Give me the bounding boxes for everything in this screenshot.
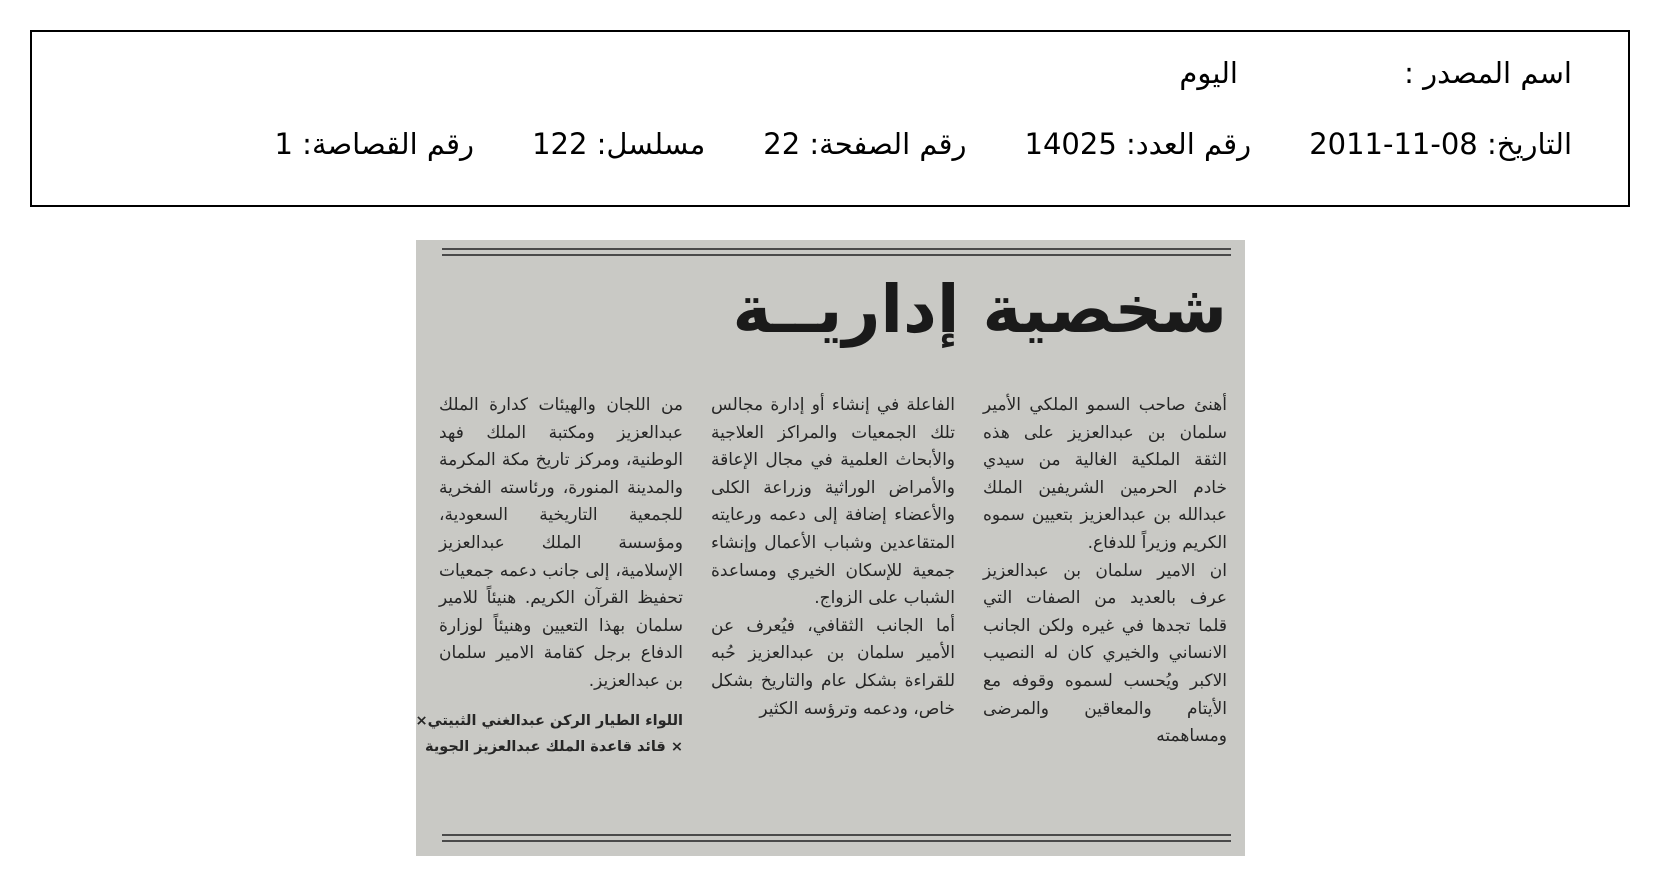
clip-number-value: 1 xyxy=(274,127,293,161)
page-label: رقم الصفحة: xyxy=(809,127,967,161)
article-headline: شخصية إداريــة xyxy=(732,271,1227,348)
newspaper-clipping xyxy=(416,240,1245,856)
bottom-rule-secondary xyxy=(442,840,1231,842)
serial-label: مسلسل: xyxy=(596,127,706,161)
clipping-info-box xyxy=(30,30,1630,207)
article-column-left xyxy=(416,392,683,760)
meta-row xyxy=(217,127,1573,161)
source-value: اليوم xyxy=(1179,56,1238,90)
date-label: التاريخ: xyxy=(1486,127,1572,161)
serial-value: 122 xyxy=(532,127,588,161)
clip-number-field xyxy=(275,127,475,161)
serial-field xyxy=(532,127,705,161)
article-column-right xyxy=(983,392,1227,751)
issue-value: 14025 xyxy=(1024,127,1117,161)
date-field xyxy=(1309,127,1572,161)
article-column-middle xyxy=(711,392,955,723)
issue-label: رقم العدد: xyxy=(1126,127,1252,161)
column-left-paragraph: من اللجان والهيئات كدارة الملك عبدالعزيز ومكتبة الملك فهد الوطنية، ومركز تاريخ مكة المكرمة والمدينة المنورة، ورئاسته الفخرية للجمعية التاريخية السعودية، ومؤسسة الملك عبدالعزيز الإسلامية، إلى جانب دعمه جمعيات تحفيظ القرآن الكريم. هنيئاً للامير سلمان بهذا التعيين وهنيئاً لوزارة الدفاع برجل كقامة الامير سلمان بن عبدالعزيز. xyxy=(439,395,683,691)
page-field xyxy=(763,127,966,161)
column-right-paragraph-2: ان الامير سلمان بن عبدالعزيز عرف بالعديد من الصفات التي قلما تجدها في غيره ولكن الجانب الانساني والخيري كان له النصيب الاكبر ويُحسب لسموه وقوفه مع الأيتام والمعاقين والمرضى ومساهمته xyxy=(983,560,1227,747)
author-title: × قائد قاعدة الملك عبدالعزيز الجوية xyxy=(425,738,683,755)
clip-number-label: رقم القصاصة: xyxy=(302,127,475,161)
top-rule-secondary xyxy=(442,254,1231,256)
column-middle-paragraph-1: الفاعلة في إنشاء أو إدارة مجالس تلك الجمعيات والمراكز العلاجية والأبحاث العلمية في مجال الإعاقة والأمراض الوراثية وزراعة الكلى والأعضاء إضافة إلى دعمه ورعايته المتقاعدين وشباب الأعمال وإنشاء جمعية للإسكان الخيري ومساعدة الشباب على الزواج. xyxy=(711,395,955,609)
column-middle-paragraph-2: أما الجانب الثقافي، فيُعرف عن الأمير سلمان بن عبدالعزيز حُبه للقراءة بشكل عام والتاريخ بشكل خاص، ودعمه وترؤسه الكثير xyxy=(711,615,955,719)
source-label: اسم المصدر : xyxy=(1404,56,1572,90)
issue-field xyxy=(1025,127,1252,161)
page-value: 22 xyxy=(763,127,801,161)
bottom-rule xyxy=(442,834,1231,836)
author-signature: اللواء الطيار الركن عبدالغني الثبيتي× xyxy=(416,712,683,729)
date-value: 2011-11-08 xyxy=(1309,127,1478,161)
column-right-paragraph-1: أهنئ صاحب السمو الملكي الأمير سلمان بن عبدالعزيز على هذه الثقة الملكية الغالية من سيدي خادم الحرمين الشريفين الملك عبدالله بن عبدالعزيز بتعيين سموه الكريم وزيراً للدفاع. xyxy=(983,395,1227,553)
top-rule xyxy=(442,248,1231,250)
